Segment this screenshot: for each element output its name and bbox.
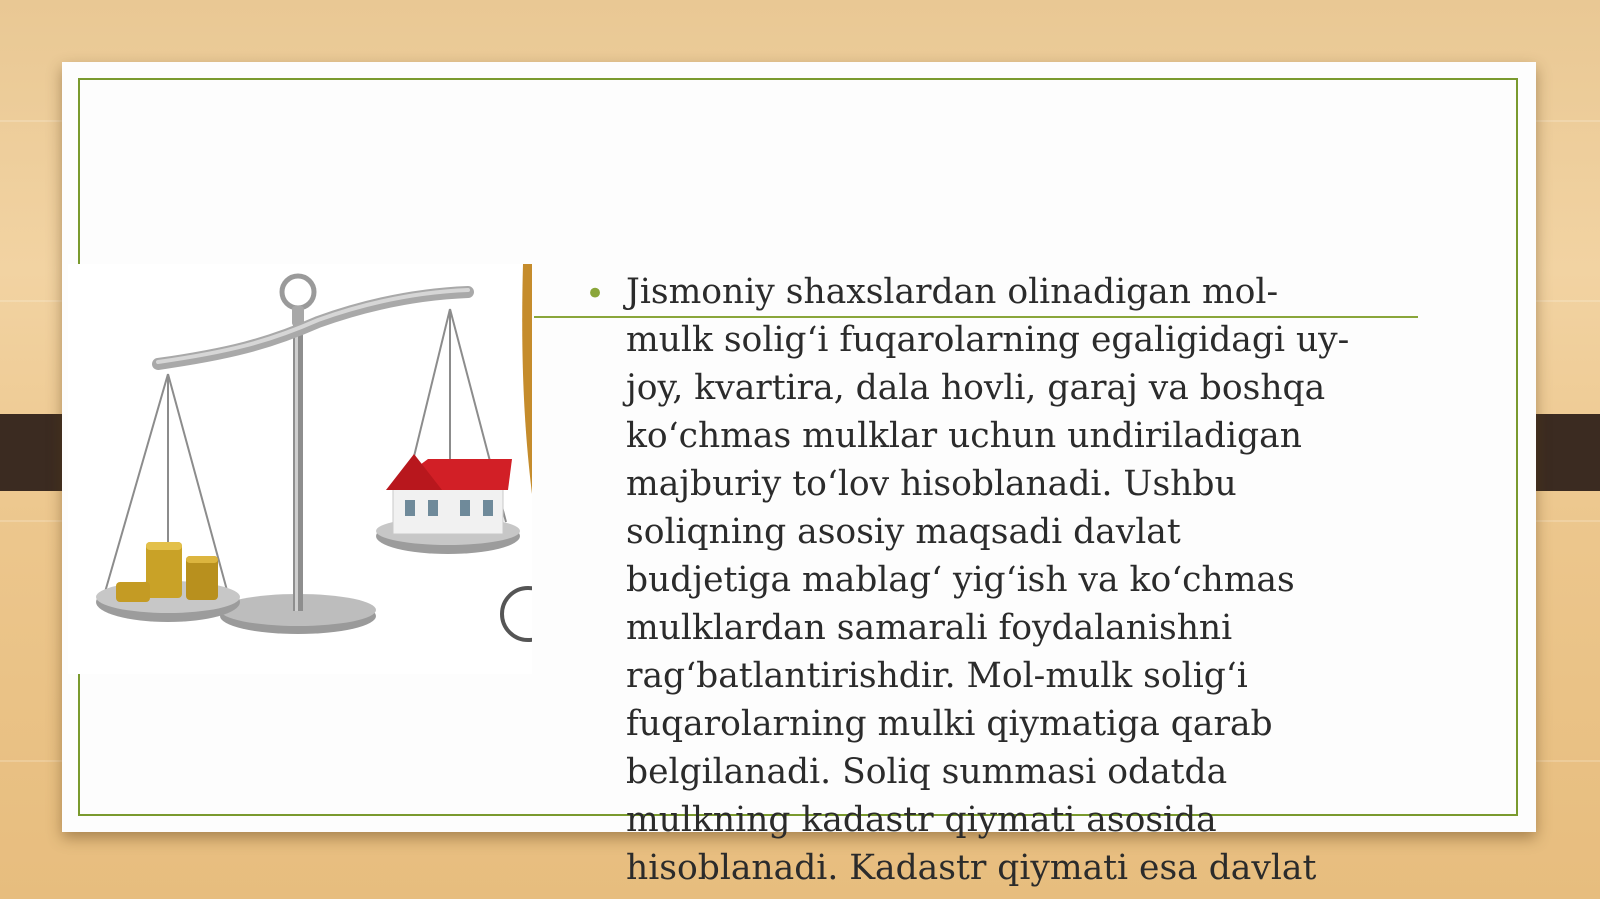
- left-accent-tab: [0, 414, 70, 491]
- bullet-item-text: Jismoniy shaxslardan olinadigan mol- mulk solig‘i fuqarolarning egaligidagi uy- joy, kvartira, dala hovli, garaj va boshqa ko‘chmas mulklar uchun undiriladigan majburiy to‘lov hisoblanadi. Ushbu soliqning asosiy maqsadi davlat budjetiga mablag‘ yig‘ish va ko‘chmas mulklardan samarali foydalanishni rag‘batlantirishdir. Mol-mulk solig‘i fuqarolarning mulki qiymatiga qarab belgilanadi. Soliq summasi odatda mulkning kadastr qiymati asosida hisoblanadi. Kadastr qiymati esa davlat: [626, 272, 1350, 888]
- balance-scale-icon: [68, 264, 532, 674]
- bullet-list: [585, 268, 1445, 892]
- bullet-marker: •: [585, 274, 606, 314]
- scale-illustration: [68, 264, 532, 674]
